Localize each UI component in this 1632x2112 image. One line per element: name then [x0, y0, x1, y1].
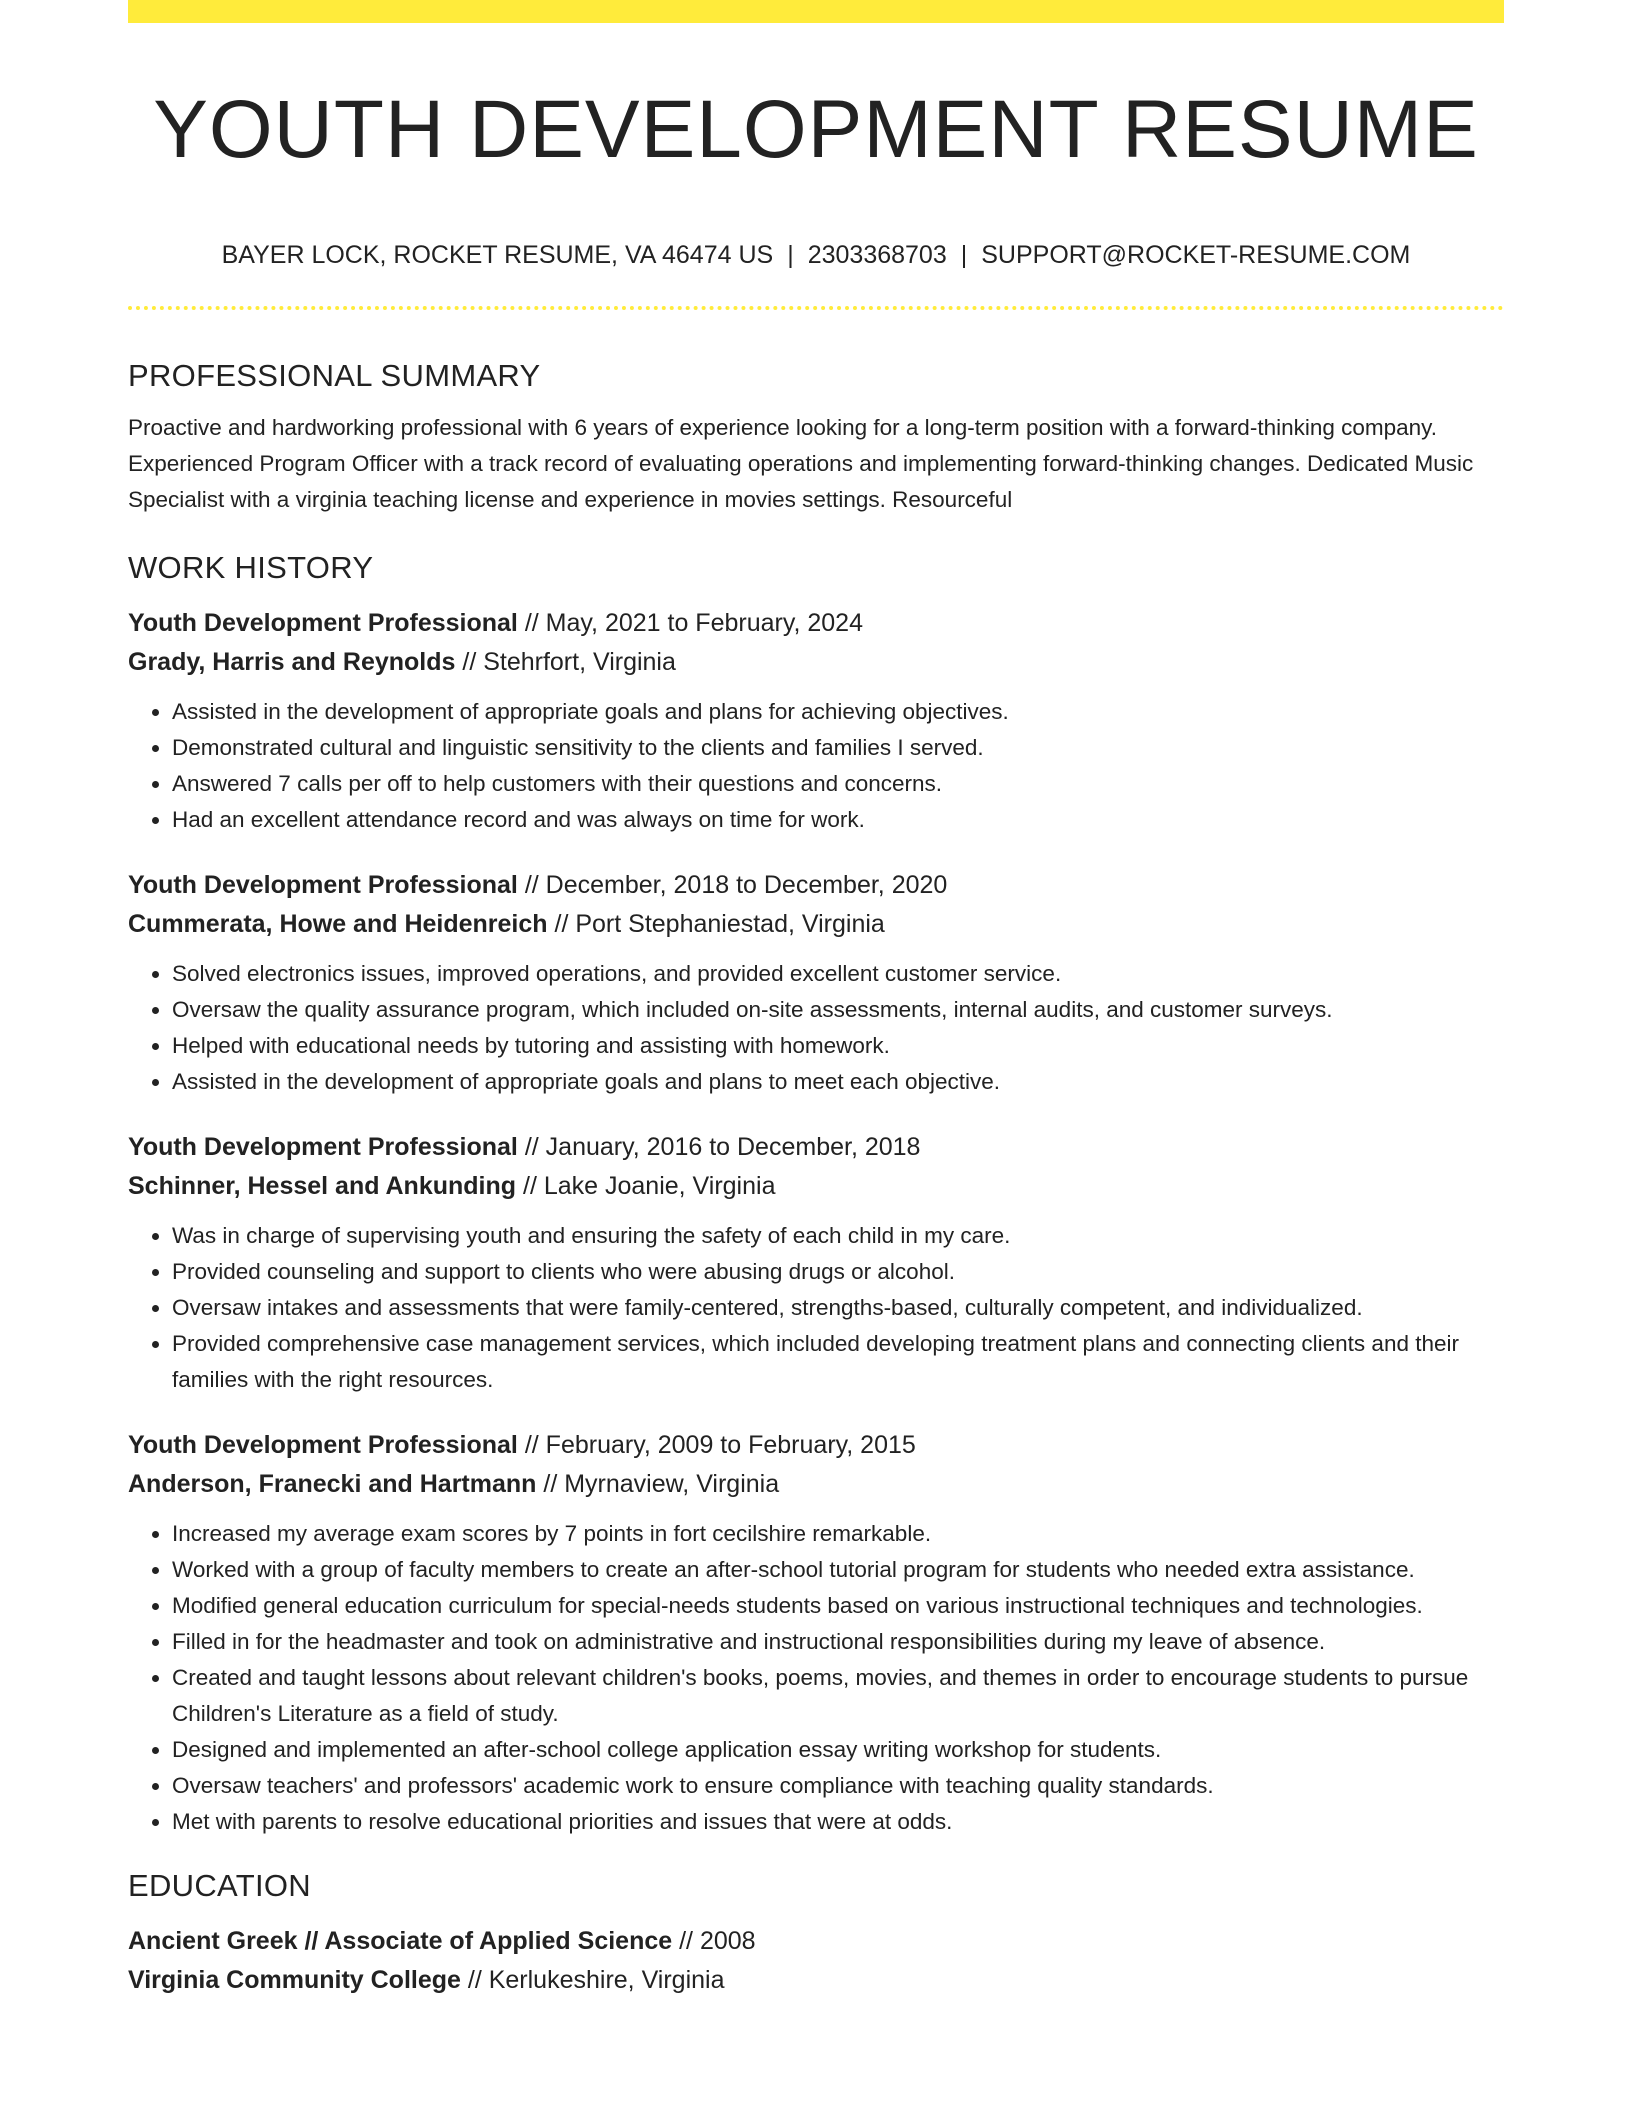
- list-item: • Oversaw the quality assurance program, which included on-site assessments, internal audits, and customer surveys.: [172, 992, 1504, 1028]
- education-degree: Ancient Greek // Associate of Applied Science: [128, 1927, 673, 1955]
- list-item: • Had an excellent attendance record and was always on time for work.: [172, 802, 1504, 838]
- job-title-line: [128, 1128, 1504, 1167]
- contact-line: [128, 238, 1504, 272]
- list-item: • Designed and implemented an after-school college application essay writing workshop for students.: [172, 1732, 1504, 1768]
- list-item: • Demonstrated cultural and linguistic sensitivity to the clients and families I served.: [172, 730, 1504, 766]
- job-title-line: [128, 1426, 1504, 1465]
- job-entry: [128, 604, 1504, 838]
- list-item: • Provided counseling and support to clients who were abusing drugs or alcohol.: [172, 1254, 1504, 1290]
- contact-separator: |: [960, 241, 968, 269]
- job-title-line: [128, 604, 1504, 643]
- job-title: Youth Development Professional: [128, 1133, 518, 1161]
- job-bullets: [128, 1516, 1504, 1840]
- job-title: Youth Development Professional: [128, 1431, 518, 1459]
- job-company-line: [128, 643, 1504, 682]
- job-bullets: [128, 694, 1504, 838]
- job-company: Cummerata, Howe and Heidenreich: [128, 910, 548, 938]
- job-location: // Port Stephaniestad, Virginia: [547, 910, 885, 938]
- job-bullets: [128, 1218, 1504, 1398]
- job-location: // Myrnaview, Virginia: [536, 1470, 780, 1498]
- list-item: • Answered 7 calls per off to help customers with their questions and concerns.: [172, 766, 1504, 802]
- job-bullets: [128, 956, 1504, 1100]
- list-item: • Was in charge of supervising youth and ensuring the safety of each child in my care.: [172, 1218, 1504, 1254]
- job-dates: // January, 2016 to December, 2018: [517, 1133, 921, 1161]
- job-company-line: [128, 1167, 1504, 1206]
- job-location: // Stehrfort, Virginia: [455, 648, 676, 676]
- contact-separator: |: [787, 241, 794, 269]
- job-company-line: [128, 1465, 1504, 1504]
- list-item: • Met with parents to resolve educational priorities and issues that were at odds.: [172, 1804, 1504, 1840]
- list-item: • Oversaw intakes and assessments that were family-centered, strengths-based, culturally competent, and individualized.: [172, 1290, 1504, 1326]
- contact-email: SUPPORT@ROCKET-RESUME.COM: [981, 241, 1411, 269]
- job-entry: [128, 1128, 1504, 1398]
- education-degree-line: [128, 1922, 1504, 1961]
- list-item: • Assisted in the development of appropriate goals and plans for achieving objectives.: [172, 694, 1504, 730]
- job-company-line: [128, 905, 1504, 944]
- job-entry: [128, 866, 1504, 1100]
- dotted-divider: [128, 306, 1504, 310]
- list-item: • Increased my average exam scores by 7 points in fort cecilshire remarkable.: [172, 1516, 1504, 1552]
- summary-heading: PROFESSIONAL SUMMARY: [128, 358, 541, 393]
- job-dates: // December, 2018 to December, 2020: [517, 871, 948, 899]
- accent-bar: [128, 0, 1504, 23]
- list-item: • Oversaw teachers' and professors' academic work to ensure compliance with teaching quality standards.: [172, 1768, 1504, 1804]
- education-entry: [128, 1922, 1504, 2000]
- list-item: • Created and taught lessons about relevant children's books, poems, movies, and themes in order to encourage students to pursue Children's Literature as a field of study.: [172, 1660, 1504, 1732]
- resume-body: [128, 352, 1504, 2000]
- list-item: • Filled in for the headmaster and took on administrative and instructional responsibilities during my leave of absence.: [172, 1624, 1504, 1660]
- education-heading: EDUCATION: [128, 1868, 311, 1903]
- job-title: Youth Development Professional: [128, 609, 518, 637]
- contact-phone: 2303368703: [807, 241, 947, 269]
- list-item: • Modified general education curriculum for special-needs students based on various instructional techniques and technologies.: [172, 1588, 1504, 1624]
- education-school-line: [128, 1961, 1504, 2000]
- education-year: // 2008: [672, 1927, 756, 1955]
- job-company: Anderson, Franecki and Hartmann: [128, 1470, 537, 1498]
- job-company: Schinner, Hessel and Ankunding: [128, 1172, 517, 1200]
- list-item: • Assisted in the development of appropriate goals and plans to meet each objective.: [172, 1064, 1504, 1100]
- job-title: Youth Development Professional: [128, 871, 518, 899]
- list-item: • Helped with educational needs by tutoring and assisting with homework.: [172, 1028, 1504, 1064]
- list-item: • Solved electronics issues, improved operations, and provided excellent customer service.: [172, 956, 1504, 992]
- list-item: • Provided comprehensive case management services, which included developing treatment plans and connecting clients and their families with the right resources.: [172, 1326, 1504, 1398]
- contact-address: BAYER LOCK, ROCKET RESUME, VA 46474 US: [221, 241, 774, 269]
- education-location: // Kerlukeshire, Virginia: [460, 1966, 725, 1994]
- job-entry: [128, 1426, 1504, 1840]
- education-school: Virginia Community College: [128, 1966, 461, 1994]
- summary-text: Proactive and hardworking professional with 6 years of experience looking for a long-term position with a forward-thinking company. Experienced Program Officer with a track record of evaluating operations and implementing forward-thinking changes. Dedicated Music Specialist with a virginia teaching license and experience in movies settings. Resourceful: [128, 415, 1474, 512]
- job-company: Grady, Harris and Reynolds: [128, 648, 456, 676]
- job-title-line: [128, 866, 1504, 905]
- job-location: // Lake Joanie, Virginia: [516, 1172, 776, 1200]
- work-history-heading: WORK HISTORY: [128, 550, 374, 585]
- list-item: • Worked with a group of faculty members to create an after-school tutorial program for students who needed extra assistance.: [172, 1552, 1504, 1588]
- job-dates: // May, 2021 to February, 2024: [517, 609, 863, 637]
- job-dates: // February, 2009 to February, 2015: [517, 1431, 916, 1459]
- resume-title: YOUTH DEVELOPMENT RESUME: [153, 84, 1479, 175]
